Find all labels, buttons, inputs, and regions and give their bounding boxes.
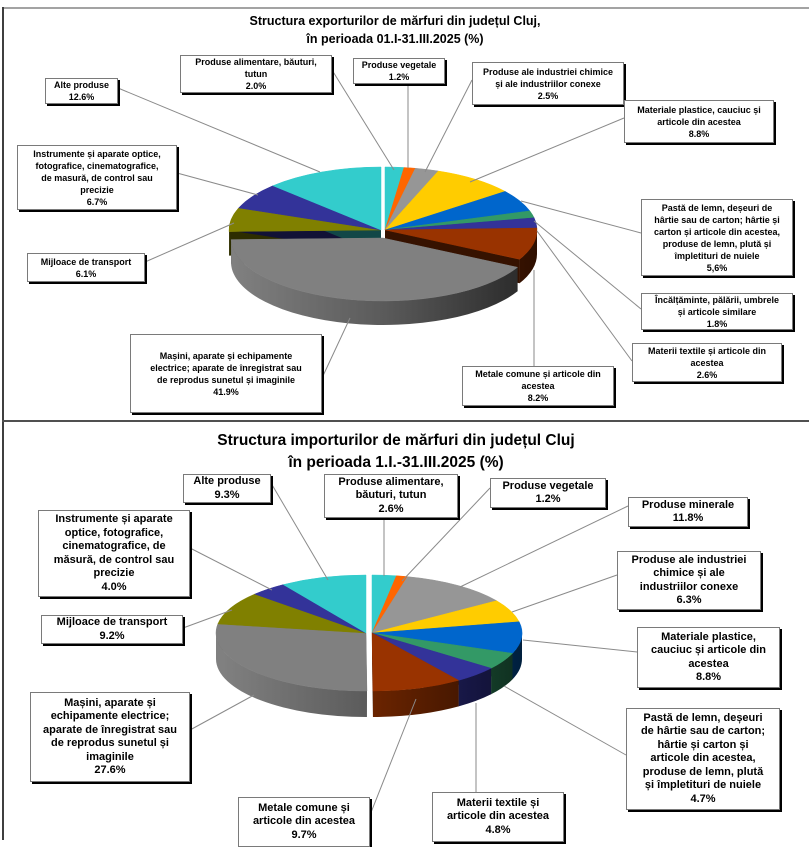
data-label-text: Metale comune și articole din — [475, 368, 601, 380]
data-label-text: Produse vegetale — [362, 59, 437, 71]
data-label-value: 6.7% — [87, 196, 108, 208]
data-label-text: Materiale plastice, cauciuc și — [637, 104, 761, 116]
data-label-text: băuturi, tutun — [356, 489, 427, 503]
data-label-text: echipamente electrice; — [51, 710, 170, 724]
data-label-text: Mijloace de transport — [41, 256, 132, 268]
data-label-value: 1.2% — [535, 493, 560, 507]
data-label-text: de masură, de control sau — [41, 172, 153, 184]
data-label-value: 8.2% — [528, 392, 549, 404]
data-label-value: 11.8% — [673, 512, 704, 526]
data-label-text: produse de lemn, plută — [643, 766, 763, 780]
data-label-box — [41, 615, 183, 644]
data-label-text: și articole similare — [678, 306, 757, 318]
data-label-text: fotografice, cinematografice, — [35, 160, 158, 172]
data-label-text: aparate de înregistrat sau — [43, 724, 177, 738]
data-label-value: 9.7% — [291, 829, 316, 843]
data-label-value: 2.0% — [246, 80, 267, 92]
chart-title-line: Structura importurilor de mărfuri din județul Cluj — [0, 430, 792, 452]
data-label-box — [628, 497, 748, 527]
data-label-value: 2.6% — [378, 503, 403, 517]
data-label-text: articole din acestea — [253, 815, 355, 829]
data-label-text: optice, fotografice, — [65, 527, 163, 541]
data-label-box — [617, 551, 761, 610]
data-label-text: Materiale plastice, — [661, 631, 756, 645]
data-label-text: Materii textile și — [457, 797, 540, 811]
data-label-text: împletituri de nuiele — [674, 250, 759, 262]
data-label-text: de reprodus sunetul și imaginile — [157, 374, 295, 386]
data-label-text: și ale industriilor conexe — [495, 78, 601, 90]
data-label-box — [38, 510, 190, 597]
data-label-value: 6.1% — [76, 268, 97, 280]
data-label-text: industriilor conexe — [640, 581, 738, 595]
data-label-value: 4.8% — [485, 824, 510, 838]
data-label-text: Mijloace de transport — [57, 616, 168, 630]
chart-subtitle-line: în perioada 01.I-31.III.2025 (%) — [0, 30, 790, 48]
chart-subtitle-line: în perioada 1.I.-31.III.2025 (%) — [0, 452, 792, 474]
data-label-text: Pastă de lemn, deșeuri — [643, 712, 762, 726]
data-label-text: chimice și ale — [653, 567, 725, 581]
data-label-text: articole din acestea — [447, 810, 549, 824]
data-label-text: precizie — [80, 184, 114, 196]
data-label-value: 2.6% — [697, 369, 718, 381]
data-label-text: Mașini, aparate și — [64, 697, 156, 711]
data-label-box — [626, 708, 780, 810]
data-label-text: Alte produse — [54, 79, 109, 91]
data-label-text: Produse vegetale — [502, 480, 593, 494]
data-label-text: electrice; aparate de înregistrat sau — [150, 362, 302, 374]
data-label-box — [637, 627, 780, 688]
chart-title-line: Structura exporturilor de mărfuri din județul Cluj, — [0, 12, 790, 30]
data-label-value: 2.5% — [538, 90, 559, 102]
data-label-text: articole din acestea, — [650, 752, 755, 766]
data-label-text: de reprodus sunetul și — [51, 737, 169, 751]
data-label-text: Produse ale industriei — [632, 554, 747, 568]
data-label-value: 9.2% — [99, 630, 124, 644]
data-label-box — [324, 474, 458, 518]
data-label-value: 8.8% — [689, 128, 710, 140]
imports-chart-title — [0, 430, 792, 474]
data-label-text: Instrumente și aparate optice, — [33, 148, 161, 160]
data-label-text: imaginile — [86, 751, 134, 765]
data-label-text: Mașini, aparate și echipamente — [160, 350, 293, 362]
data-label-text: de hârtie sau de carton; — [641, 725, 765, 739]
data-label-value: 4.0% — [101, 581, 126, 595]
data-label-value: 1.2% — [389, 71, 410, 83]
data-label-value: 4.7% — [690, 793, 715, 807]
data-label-text: hârtie și carton și — [657, 739, 748, 753]
data-label-text: Produse minerale — [642, 499, 734, 513]
data-label-text: acestea — [690, 357, 723, 369]
data-label-box — [183, 474, 271, 503]
data-label-text: Alte produse — [193, 475, 260, 489]
data-label-value: 41.9% — [213, 386, 239, 398]
data-label-value: 12.6% — [69, 91, 95, 103]
data-label-text: măsură, de control sau — [54, 554, 174, 568]
data-label-text: cauciuc și articole din — [651, 644, 766, 658]
data-label-value: 9.3% — [214, 489, 239, 503]
data-label-text: carton și articole din acestea, — [654, 226, 780, 238]
data-label-text: Pastă de lemn, deșeuri de — [662, 202, 773, 214]
data-label-box — [490, 478, 606, 508]
data-label-text: tutun — [245, 68, 268, 80]
data-label-text: precizie — [94, 567, 135, 581]
data-label-text: articole din acestea — [657, 116, 741, 128]
data-label-text: Produse alimentare, — [338, 476, 443, 490]
data-label-text: hârtie sau de carton; hârtie și — [654, 214, 780, 226]
data-label-text: Metale comune și — [258, 802, 350, 816]
data-label-text: Materii textile și articole din — [648, 345, 766, 357]
data-label-text: produse de lemn, plută și — [663, 238, 772, 250]
data-label-text: Încălțăminte, pălării, umbrele — [655, 294, 779, 306]
data-label-text: acestea — [521, 380, 554, 392]
data-label-text: și împletituri de nuiele — [645, 779, 761, 793]
data-label-box — [30, 692, 190, 782]
data-label-text: Produse ale industriei chimice — [483, 66, 613, 78]
data-label-value: 5,6% — [707, 262, 728, 274]
data-label-text: cinematografice, de — [62, 540, 165, 554]
data-label-value: 6.3% — [676, 594, 701, 608]
data-label-box — [432, 792, 564, 842]
data-label-value: 8.8% — [696, 671, 721, 685]
data-label-text: Instrumente și aparate — [55, 513, 172, 527]
data-label-text: acestea — [688, 658, 728, 672]
data-label-text: Produse alimentare, băuturi, — [195, 56, 317, 68]
data-label-value: 27.6% — [94, 764, 125, 778]
data-label-value: 1.8% — [707, 318, 728, 330]
